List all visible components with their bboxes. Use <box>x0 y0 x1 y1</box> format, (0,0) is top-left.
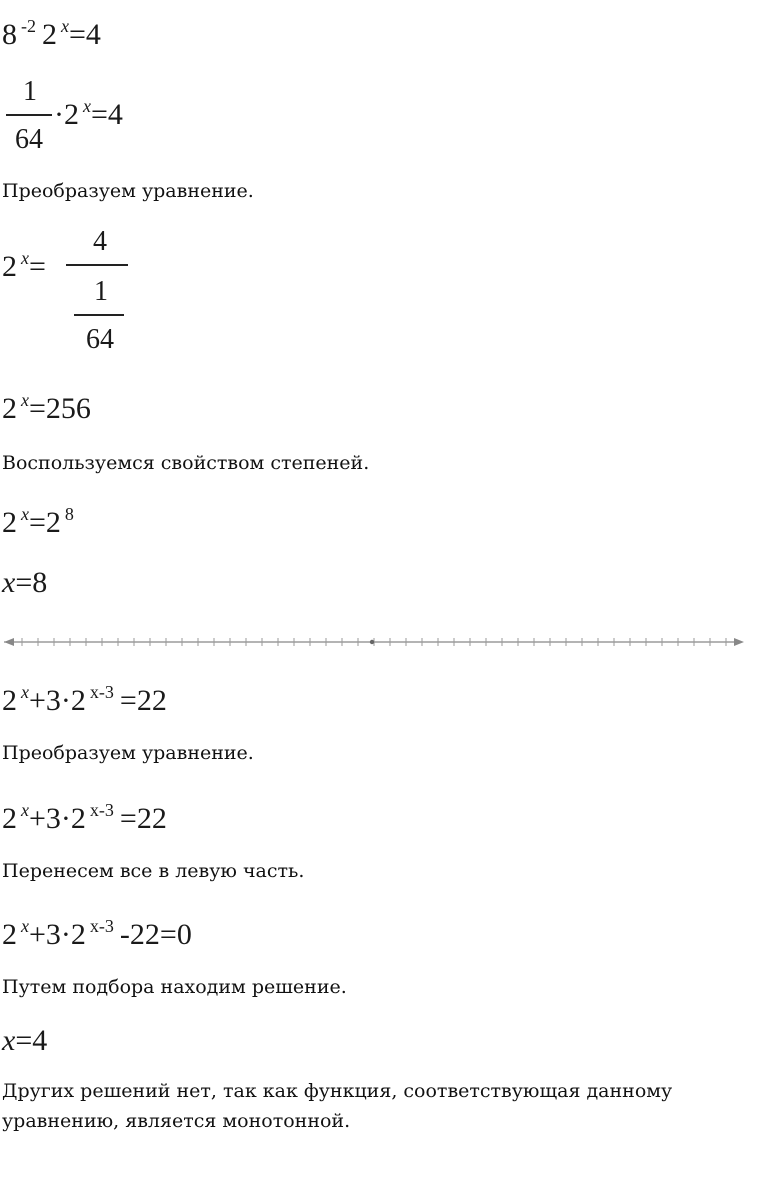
inner-fraction-numerator: 1 <box>94 276 108 307</box>
rhs: =4 <box>15 1024 48 1057</box>
fraction-denominator: 64 <box>15 124 43 155</box>
fraction-bar <box>6 114 52 116</box>
number-line-divider <box>0 632 748 652</box>
base: 2 <box>2 684 17 717</box>
equation-3-lhs <box>2 248 46 283</box>
base: 2 <box>2 802 17 835</box>
base: 2 <box>2 250 17 283</box>
text-transform-1: Преобразуем уравнение. <box>2 180 254 202</box>
rhs: =8 <box>15 566 48 599</box>
term: =2 <box>29 506 61 539</box>
exponent: x <box>21 390 29 410</box>
right-arrow-icon <box>734 638 744 646</box>
term: +3·2 <box>29 684 86 717</box>
fraction-numerator: 1 <box>23 76 37 107</box>
text-find-solution: Путем подбора находим решение. <box>2 976 347 998</box>
equation-8 <box>2 800 167 835</box>
equation-10 <box>2 1026 47 1056</box>
variable: x <box>2 566 16 599</box>
rhs: -22=0 <box>119 918 192 951</box>
base: 2 <box>2 506 17 539</box>
rhs: =22 <box>119 802 167 835</box>
left-arrow-icon <box>4 638 14 646</box>
rhs: =22 <box>119 684 167 717</box>
exponent: x <box>83 96 91 116</box>
base: 8 <box>2 18 17 51</box>
equation-7 <box>2 682 167 717</box>
exponent: -2 <box>21 16 36 36</box>
rhs: =4 <box>69 18 101 51</box>
exponent: x <box>21 504 29 524</box>
base: 2 <box>42 18 57 51</box>
equation-9 <box>2 916 192 951</box>
equation-2-rest <box>54 96 123 131</box>
rhs: =4 <box>91 98 123 131</box>
text-move-left: Перенесем все в левую часть. <box>2 860 305 882</box>
text-conclusion: Других решений нет, так как функция, соответствующая данному уравнению, является монотонной. <box>2 1080 673 1132</box>
exponent: x-3 <box>89 800 114 820</box>
base: 2 <box>2 918 17 951</box>
fraction-numerator: 4 <box>93 226 107 257</box>
fraction-bar <box>66 264 128 266</box>
exponent: x <box>21 248 29 268</box>
rhs: =256 <box>29 392 91 425</box>
exponent: x <box>21 682 29 702</box>
term: +3·2 <box>29 802 86 835</box>
exponent: x <box>61 16 69 36</box>
term: +3·2 <box>29 918 86 951</box>
equation-1 <box>2 16 101 51</box>
variable: x <box>2 1024 16 1057</box>
center-dot <box>370 640 374 644</box>
exponent: x-3 <box>89 916 114 936</box>
exponent: x <box>21 800 29 820</box>
equation-5 <box>2 504 74 539</box>
equation-6 <box>2 568 47 598</box>
exponent: x-3 <box>89 682 114 702</box>
term: ·2 <box>54 98 79 131</box>
text-transform-2: Преобразуем уравнение. <box>2 742 254 764</box>
equation-4 <box>2 390 91 425</box>
exponent: 8 <box>64 504 74 524</box>
base: 2 <box>2 392 17 425</box>
text-powers-property: Воспользуемся свойством степеней. <box>2 452 370 474</box>
equals: = <box>29 250 46 283</box>
inner-fraction-bar <box>74 314 124 316</box>
inner-fraction-denominator: 64 <box>86 324 114 355</box>
exponent: x <box>21 916 29 936</box>
